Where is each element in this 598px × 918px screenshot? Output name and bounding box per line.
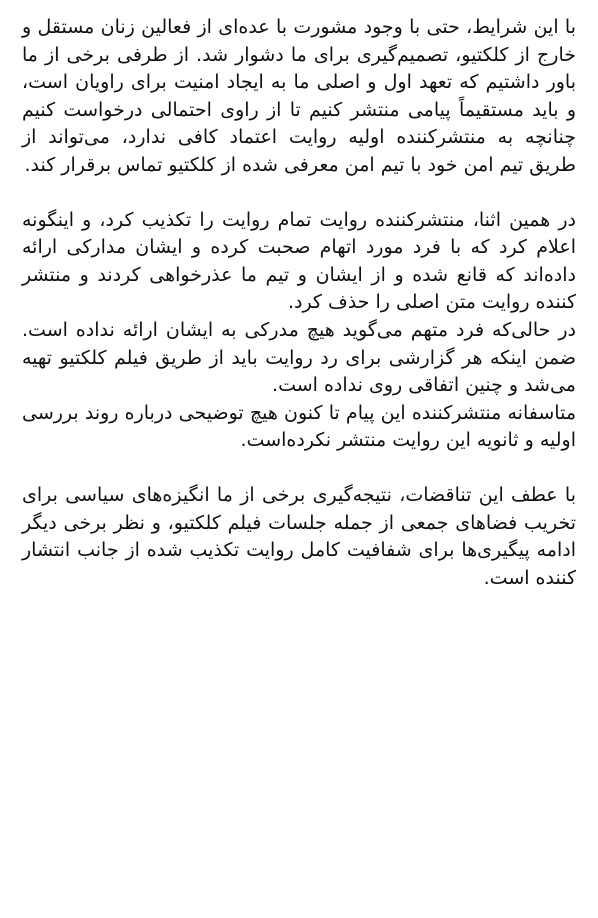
paragraph-gap — [22, 455, 576, 482]
paragraph-no-explanation: متاسفانه منتشرکننده این پیام تا کنون هیچ توضیحی درباره روند بررسی اولیه و ثانویه این روایت منتشر نکرده‌است. — [22, 401, 576, 452]
paragraph-decision: با این شرایط، حتی با وجود مشورت با عده‌ای از فعالین زنان مستقل و خارج از کلکتیو، تصمیم‌گیری برای ما دشوار شد. از طرفی برخی از ما باور داشتیم که تعهد اول و اصلی ما به ایجاد امنیت برای راویان است، و باید مستقیماً پیامی منتشر کنیم تا از راوی احتمالی درخواست کنیم چنانچه به منتشرکننده اولیه روایت اعتماد کافی ندارد، می‌تواند از طریق تیم امن خود با تیم امن معرفی شده از کلکتیو تماس برقرار کند. — [22, 16, 576, 176]
paragraph-conclusion: با عطف این تناقضات، نتیجه‌گیری برخی از ما انگیزه‌های سیاسی برای تخریب فضاهای جمعی از جمله جلسات فیلم کلکتیو، و نظر برخی دیگر ادامه پیگیری‌ها برای شفافیت کامل روایت تکذیب شده از جانب انتشار کننده است. — [22, 483, 576, 589]
paragraph-gap — [22, 180, 576, 207]
paragraph-denial: در همین اثنا، منتشرکننده روایت تمام روایت را تکذیب کرد، و اینگونه اعلام کرد که با فرد مورد اتهام صحبت کرده و ایشان مدارکی ارائه داده‌اند که قانع شده و از ایشان و تیم ما عذرخواهی کردند و منتشر کننده روایت متن اصلی را حذف کرد. — [22, 208, 576, 314]
paragraph-accused-claim: در حالی‌که فرد متهم می‌گوید هیچ مدرکی به ایشان ارائه نداده است. ضمن اینکه هر گزارشی برای رد روایت باید از طریق فیلم کلکتیو تهیه می‌شد و چنین اتفاقی روی نداده است. — [22, 318, 576, 397]
